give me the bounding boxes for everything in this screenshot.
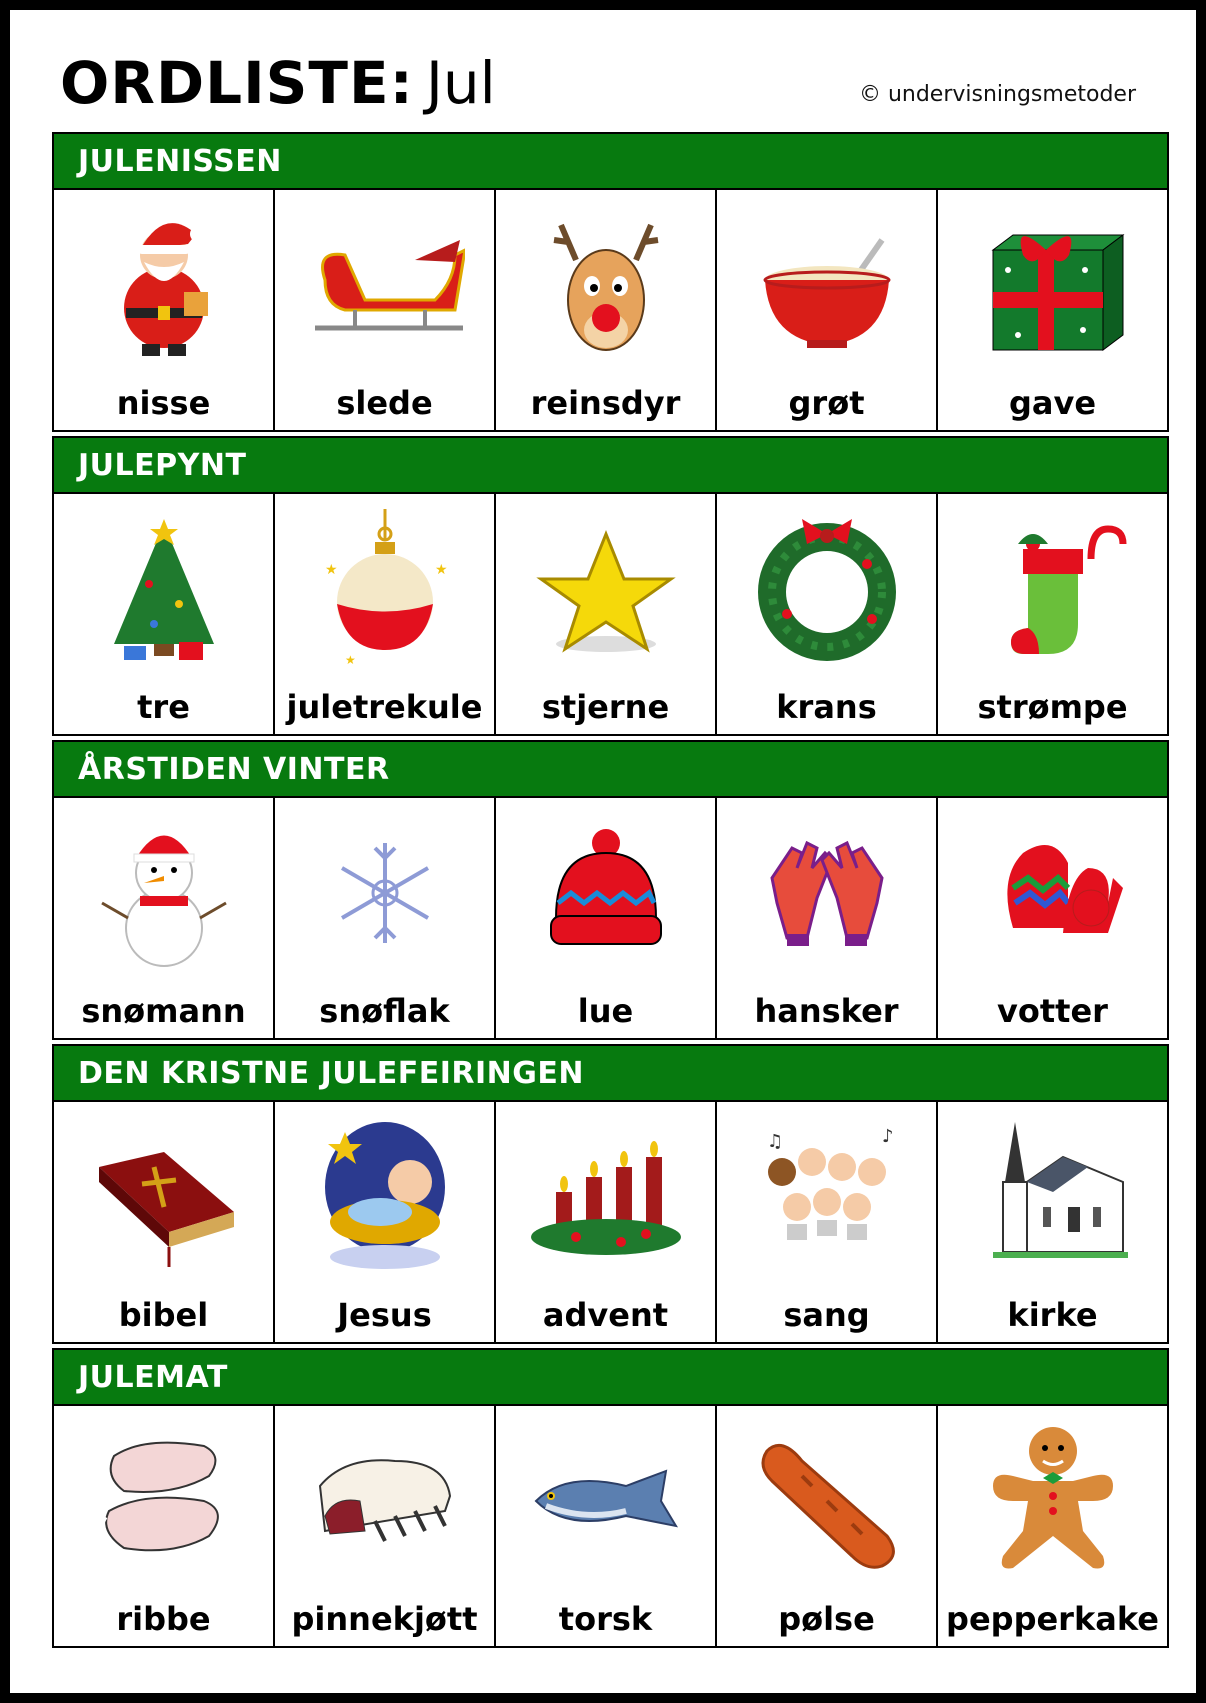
section-julepynt (52, 436, 1169, 740)
porridge-icon (747, 200, 907, 365)
word-label: kirke (1007, 1296, 1098, 1334)
section-julenissen (52, 132, 1169, 436)
reindeer-icon (526, 200, 686, 365)
word-card (717, 494, 938, 736)
gingerbread-icon (973, 1416, 1133, 1581)
word-label: grøt (788, 384, 865, 422)
word-card (54, 798, 275, 1040)
word-label: nisse (116, 384, 211, 422)
church-icon (973, 1112, 1133, 1277)
word-label: Jesus (337, 1296, 432, 1334)
word-card (496, 1406, 717, 1648)
word-card (275, 190, 496, 432)
ribs-icon (84, 1416, 244, 1581)
section-heading: ÅRSTIDEN VINTER (52, 740, 1169, 798)
svg-text:★: ★ (324, 562, 338, 578)
word-card (54, 1406, 275, 1648)
header (10, 10, 1196, 140)
fish-icon (526, 1416, 686, 1581)
word-label: reinsdyr (530, 384, 681, 422)
word-label: stjerne (541, 688, 670, 726)
word-card (54, 1102, 275, 1344)
vocabulary-sheet (10, 10, 1196, 1693)
choir-icon (747, 1112, 907, 1277)
word-label: pinnekjøtt (291, 1600, 478, 1638)
word-label: strømpe (977, 688, 1128, 726)
snowman-icon (84, 808, 244, 973)
christmas-tree-icon (84, 504, 244, 669)
bauble-icon (305, 504, 465, 669)
word-label: ribbe (116, 1600, 211, 1638)
word-card (717, 190, 938, 432)
advent-candles-icon (526, 1112, 686, 1277)
word-card (717, 1406, 938, 1648)
word-label: tre (137, 688, 190, 726)
word-card (717, 798, 938, 1040)
title-bold: ORDLISTE: (60, 49, 414, 117)
word-label: gave (1008, 384, 1097, 422)
nativity-icon (305, 1112, 465, 1277)
word-card (496, 494, 717, 736)
star-icon (526, 504, 686, 669)
gloves-icon (747, 808, 907, 973)
word-label: votter (997, 992, 1108, 1030)
word-card (938, 190, 1169, 432)
word-card (496, 190, 717, 432)
word-label: advent (542, 1296, 669, 1334)
word-card (496, 1102, 717, 1344)
santa-icon (84, 200, 244, 365)
word-label: krans (776, 688, 877, 726)
hat-icon (526, 808, 686, 973)
svg-text:★: ★ (434, 562, 448, 578)
svg-text:♪: ♪ (881, 1126, 893, 1147)
word-card (717, 1102, 938, 1344)
section-heading: JULEPYNT (52, 436, 1169, 494)
word-card (938, 798, 1169, 1040)
gift-icon (973, 200, 1133, 365)
wreath-icon (747, 504, 907, 669)
sausage-icon (747, 1416, 907, 1581)
copyright-credit: © undervisningsmetoder (858, 82, 1136, 107)
sleigh-icon (305, 200, 465, 365)
section-heading: JULEMAT (52, 1348, 1169, 1406)
word-card (275, 1102, 496, 1344)
word-label: bibel (118, 1296, 209, 1334)
word-label: torsk (558, 1600, 653, 1638)
stocking-icon (973, 504, 1133, 669)
word-label: snøflak (319, 992, 450, 1030)
svg-text:★: ★ (344, 653, 356, 667)
section-heading: DEN KRISTNE JULEFEIRINGEN (52, 1044, 1169, 1102)
section-julemat (52, 1348, 1169, 1652)
word-label: hansker (754, 992, 899, 1030)
section-heading: JULENISSEN (52, 132, 1169, 190)
word-label: sang (783, 1296, 870, 1334)
word-sections (52, 132, 1169, 1652)
word-card (938, 1406, 1169, 1648)
word-label: pepperkake (946, 1600, 1159, 1638)
svg-text:♫: ♫ (766, 1131, 783, 1152)
lamb-rack-icon (305, 1416, 465, 1581)
section-arstiden-vinter (52, 740, 1169, 1044)
word-card (938, 1102, 1169, 1344)
page-title (60, 48, 496, 118)
word-label: snømann (81, 992, 246, 1030)
bible-icon (84, 1112, 244, 1277)
word-card (275, 1406, 496, 1648)
word-card (54, 494, 275, 736)
word-card (275, 494, 496, 736)
snowflake-icon (305, 808, 465, 973)
word-label: juletrekule (286, 688, 483, 726)
word-label: lue (577, 992, 634, 1030)
section-den-kristne-julefeiringen (52, 1044, 1169, 1348)
word-card (54, 190, 275, 432)
mittens-icon (973, 808, 1133, 973)
word-label: pølse (778, 1600, 875, 1638)
word-label: slede (336, 384, 433, 422)
title-topic: Jul (425, 49, 496, 117)
word-card (496, 798, 717, 1040)
word-card (275, 798, 496, 1040)
word-card (938, 494, 1169, 736)
